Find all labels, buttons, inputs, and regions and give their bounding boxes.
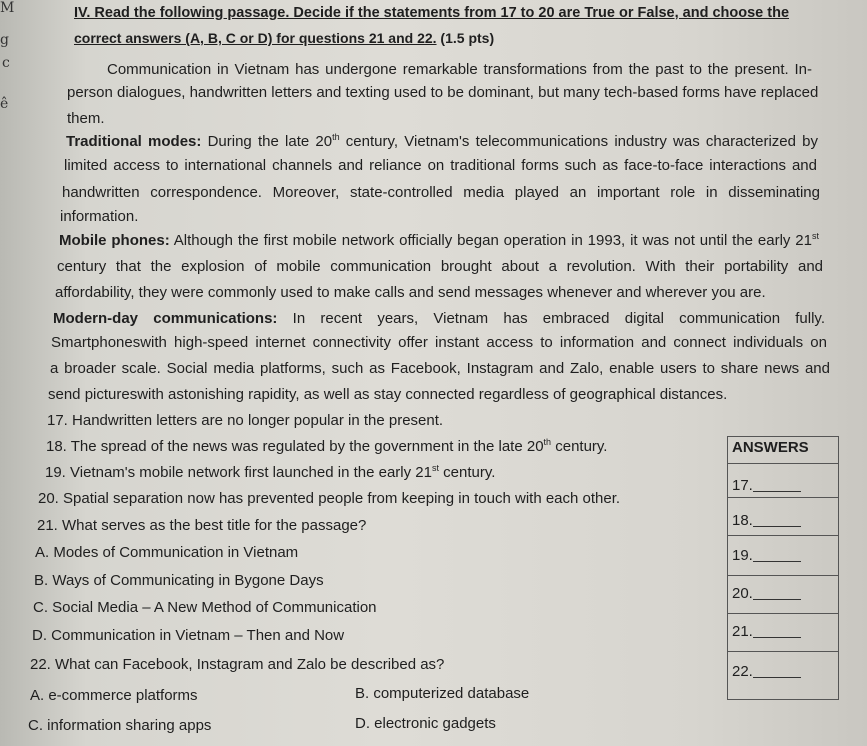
modern-line2: Smartphoneswith high-speed internet connectivity offer instant access to information and connect individuals on bbox=[51, 334, 827, 351]
margin-mark-g: g bbox=[0, 32, 9, 48]
answer-divider bbox=[728, 613, 838, 614]
answer-label-18: 18. bbox=[732, 512, 753, 529]
question-18-sup: th bbox=[543, 437, 552, 447]
answer-row-22[interactable] bbox=[732, 663, 801, 681]
modern-text-a: In recent years, Vietnam has embraced digital communication fully. bbox=[277, 310, 825, 327]
question-20: 20. Spatial separation now has prevented people from keeping in touch with each other. bbox=[38, 490, 621, 507]
margin-mark-e: ê bbox=[0, 96, 9, 112]
passage-intro-line2: person dialogues, handwritten letters and texting used to be dominant, but many tech-based forms have replaced bbox=[67, 84, 819, 101]
question-19 bbox=[45, 464, 495, 482]
answer-label-20: 20. bbox=[732, 585, 753, 602]
answer-row-17[interactable] bbox=[732, 477, 801, 495]
question-19-end: century. bbox=[438, 464, 496, 481]
traditional-line4: information. bbox=[60, 208, 139, 225]
traditional-heading: Traditional modes: bbox=[66, 133, 202, 150]
question-21-option-c: C. Social Media – A New Method of Communication bbox=[33, 599, 377, 616]
mobile-line2: century that the explosion of mobile communication brought about a revolution. With their portability and bbox=[57, 258, 823, 275]
modern-line1 bbox=[53, 310, 825, 328]
traditional-line1 bbox=[66, 133, 818, 151]
margin-mark-m: M bbox=[0, 0, 15, 16]
traditional-line3: handwritten correspondence. Moreover, state-controlled media played an important role in disseminating bbox=[62, 184, 820, 201]
answer-row-20[interactable] bbox=[732, 585, 801, 603]
answer-blank-18[interactable] bbox=[753, 512, 801, 527]
mobile-line1 bbox=[59, 232, 819, 250]
mobile-heading: Mobile phones: bbox=[59, 232, 170, 249]
question-22-option-a: A. e-commerce platforms bbox=[30, 687, 198, 704]
modern-heading: Modern-day communications: bbox=[53, 310, 278, 327]
answer-divider bbox=[728, 463, 838, 464]
answer-label-21: 21. bbox=[732, 623, 753, 640]
passage-intro-line3: them. bbox=[67, 110, 105, 127]
margin-mark-c: c bbox=[2, 55, 10, 71]
question-19-sup: st bbox=[431, 463, 439, 473]
answer-row-19[interactable] bbox=[732, 547, 801, 565]
mobile-line3: affordability, they were commonly used to make calls and send messages whenever and wherever you are. bbox=[55, 284, 766, 301]
question-18 bbox=[46, 438, 607, 456]
answer-row-18[interactable] bbox=[732, 512, 801, 530]
question-22-option-d: D. electronic gadgets bbox=[355, 715, 496, 732]
answer-divider bbox=[728, 535, 838, 536]
section-heading bbox=[74, 4, 789, 22]
answer-blank-17[interactable] bbox=[753, 477, 801, 492]
answer-blank-22[interactable] bbox=[753, 663, 801, 678]
question-19-text: 19. Vietnam's mobile network first launched in the early 21 bbox=[45, 464, 432, 481]
passage-intro-line1: Communication in Vietnam has undergone remarkable transformations from the past to the present. In- bbox=[107, 61, 812, 78]
answer-box bbox=[727, 436, 839, 700]
answer-divider bbox=[728, 575, 838, 576]
answer-row-21[interactable] bbox=[732, 623, 801, 641]
answer-divider bbox=[728, 497, 838, 498]
answer-divider bbox=[728, 651, 838, 652]
modern-line3: a broader scale. Social media platforms, such as Facebook, Instagram and Zalo, enable users to share news and bbox=[50, 360, 830, 377]
points-label: (1.5 pts) bbox=[436, 30, 495, 46]
answer-blank-21[interactable] bbox=[753, 623, 801, 638]
question-18-text: 18. The spread of the news was regulated by the government in the late 20 bbox=[46, 438, 544, 455]
answer-label-22: 22. bbox=[732, 663, 753, 680]
answer-blank-19[interactable] bbox=[753, 547, 801, 562]
question-22-option-c: C. information sharing apps bbox=[28, 717, 212, 734]
question-18-end: century. bbox=[551, 438, 608, 455]
traditional-text-a: During the late 20 bbox=[201, 133, 333, 150]
traditional-sup: th bbox=[332, 132, 340, 142]
question-21-option-d: D. Communication in Vietnam – Then and Now bbox=[32, 627, 345, 644]
question-22-option-b: B. computerized database bbox=[355, 685, 530, 702]
mobile-text-a: Although the first mobile network officially began operation in 1993, it was not until the early 21 bbox=[169, 232, 812, 249]
question-17: 17. Handwritten letters are no longer popular in the present. bbox=[47, 412, 444, 429]
answer-label-17: 17. bbox=[732, 477, 753, 494]
question-21-option-a: A. Modes of Communication in Vietnam bbox=[35, 544, 299, 561]
answer-blank-20[interactable] bbox=[753, 585, 801, 600]
answer-label-19: 19. bbox=[732, 547, 753, 564]
modern-line4: send pictureswith astonishing rapidity, as well as stay connected regardless of geographical distances. bbox=[48, 386, 728, 403]
section-heading-continued bbox=[74, 29, 494, 47]
question-21: 21. What serves as the best title for the passage? bbox=[37, 517, 367, 534]
traditional-text-b: century, Vietnam's telecommunications industry was characterized by bbox=[339, 133, 818, 150]
section-heading-line2: correct answers (A, B, C or D) for questions 21 and 22. bbox=[74, 30, 437, 46]
question-22: 22. What can Facebook, Instagram and Zalo be described as? bbox=[30, 656, 445, 673]
section-heading-line1: IV. Read the following passage. Decide if the statements from 17 to 20 are True or False, and choose the bbox=[74, 5, 790, 21]
answer-box-title: ANSWERS bbox=[732, 439, 809, 456]
traditional-line2: limited access to international channels and reliance on traditional forms such as face-to-face interactions and bbox=[64, 157, 817, 174]
question-21-option-b: B. Ways of Communicating in Bygone Days bbox=[34, 572, 324, 589]
mobile-sup: st bbox=[811, 231, 819, 241]
